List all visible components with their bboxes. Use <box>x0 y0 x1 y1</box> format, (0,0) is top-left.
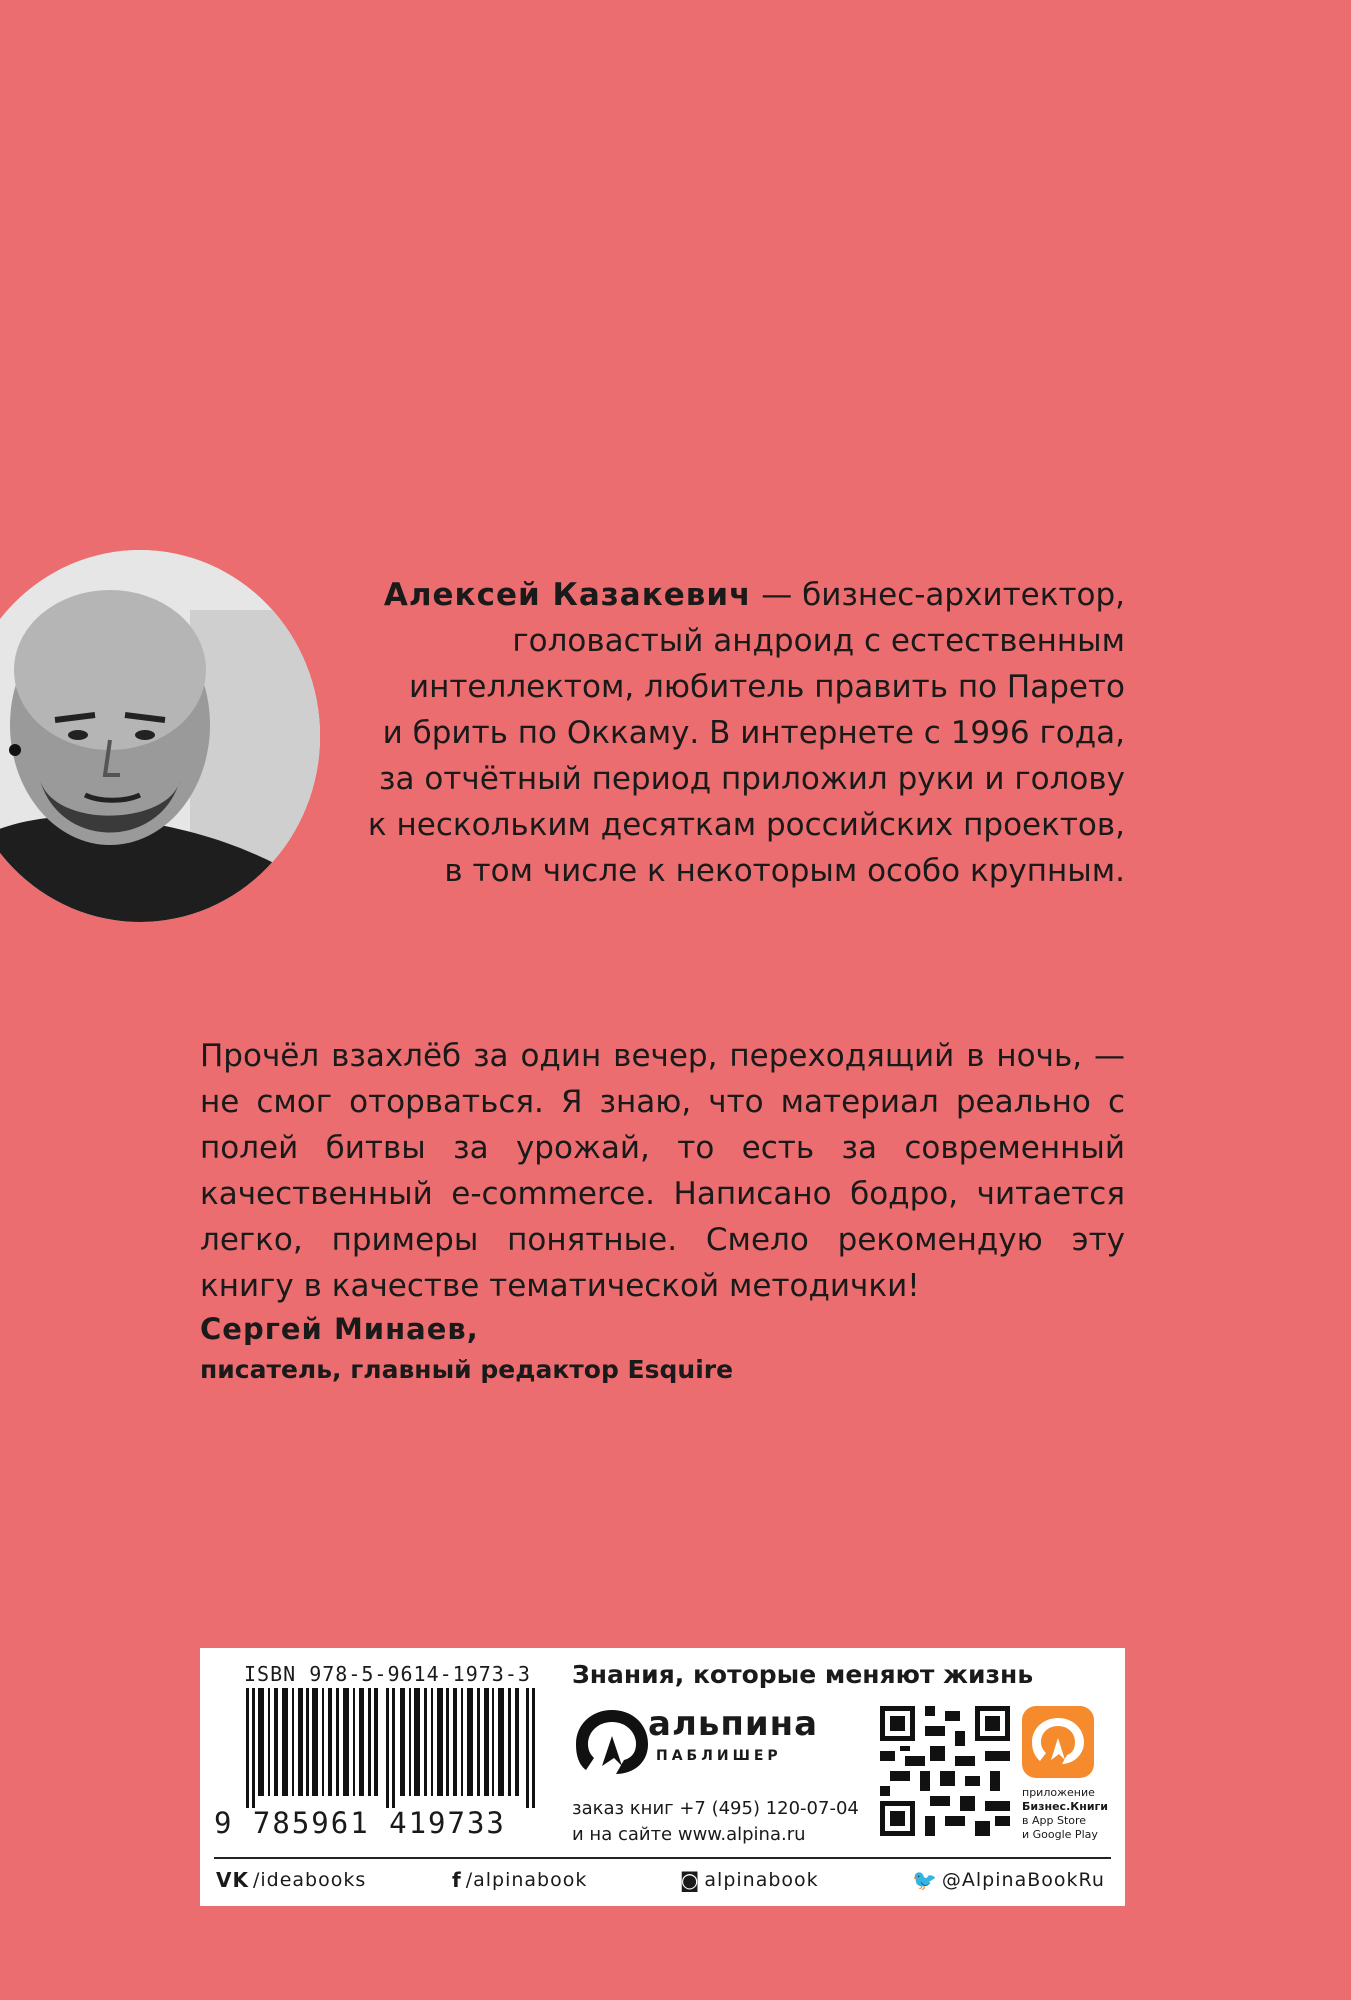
social-vk[interactable] <box>216 1868 366 1892</box>
instagram-icon: ◙ <box>680 1868 701 1892</box>
vk-icon: VK <box>216 1868 249 1892</box>
bio-line-7: в том числе к некоторым особо крупным. <box>444 853 1125 889</box>
bio-line-2: головастый андроид с естественным <box>512 623 1125 659</box>
publisher-name: альпина <box>648 1704 819 1744</box>
social-twitter[interactable] <box>912 1868 1105 1892</box>
social-facebook[interactable] <box>452 1868 587 1892</box>
facebook-handle: /alpinabook <box>465 1869 588 1891</box>
alpina-app-icon[interactable] <box>1022 1706 1094 1778</box>
app-line-2: Бизнес.Книги <box>1022 1800 1108 1813</box>
author-portrait-icon <box>0 550 320 922</box>
order-phone: заказ книг +7 (495) 120-07-04 <box>572 1798 859 1819</box>
barcode-digits: 9 785961 419733 <box>214 1806 506 1840</box>
bio-line-1: — бизнес-архитектор, <box>751 577 1125 613</box>
publisher-slogan: Знания, которые меняют жизнь <box>572 1660 1034 1689</box>
author-bio <box>330 572 1125 894</box>
social-instagram[interactable] <box>680 1868 819 1892</box>
author-photo <box>0 550 320 922</box>
order-site[interactable]: и на сайте www.alpina.ru <box>572 1824 806 1845</box>
app-logo-icon <box>1022 1706 1094 1778</box>
bio-line-6: к нескольким десяткам российских проектов, <box>367 807 1125 843</box>
panel-divider <box>214 1857 1111 1859</box>
barcode-icon <box>246 1688 538 1808</box>
app-line-1: приложение <box>1022 1786 1095 1799</box>
publisher-subtitle: ПАБЛИШЕР <box>656 1748 782 1764</box>
twitter-icon: 🐦 <box>912 1868 938 1892</box>
twitter-handle: @AlpinaBookRu <box>941 1869 1105 1891</box>
publisher-panel <box>200 1648 1125 1906</box>
isbn-label: ISBN 978-5-9614-1973-3 <box>244 1662 531 1686</box>
instagram-handle: alpinabook <box>704 1869 819 1891</box>
vk-handle: /ideabooks <box>252 1869 367 1891</box>
app-line-4: и Google Play <box>1022 1828 1098 1841</box>
bio-line-3: интеллектом, любитель править по Парето <box>408 669 1125 705</box>
bio-line-5: за отчётный период приложил руки и голову <box>379 761 1125 797</box>
review-author: Сергей Минаев, <box>200 1312 479 1346</box>
bio-author-name: Алексей Казакевич <box>383 577 752 613</box>
review-author-role: писатель, главный редактор Esquire <box>200 1355 734 1384</box>
review-text: Прочёл взахлёб за один вечер, переходящий в ночь, — не смог оторваться. Я знаю, что материал реально с полей битвы за урожай, то есть за современный качественный e-commerce. Написано бодро, читается легко, примеры понятные. Смело рекомендую эту книгу в качестве тематической методички! <box>200 1038 1125 1304</box>
app-store-info <box>1022 1786 1122 1842</box>
app-line-3: в App Store <box>1022 1814 1087 1827</box>
bio-line-4: и брить по Оккаму. В интернете с 1996 года, <box>382 715 1125 751</box>
qr-code-icon[interactable] <box>880 1706 1010 1836</box>
alpina-logo-icon <box>572 1706 652 1778</box>
facebook-icon: f <box>452 1868 462 1892</box>
